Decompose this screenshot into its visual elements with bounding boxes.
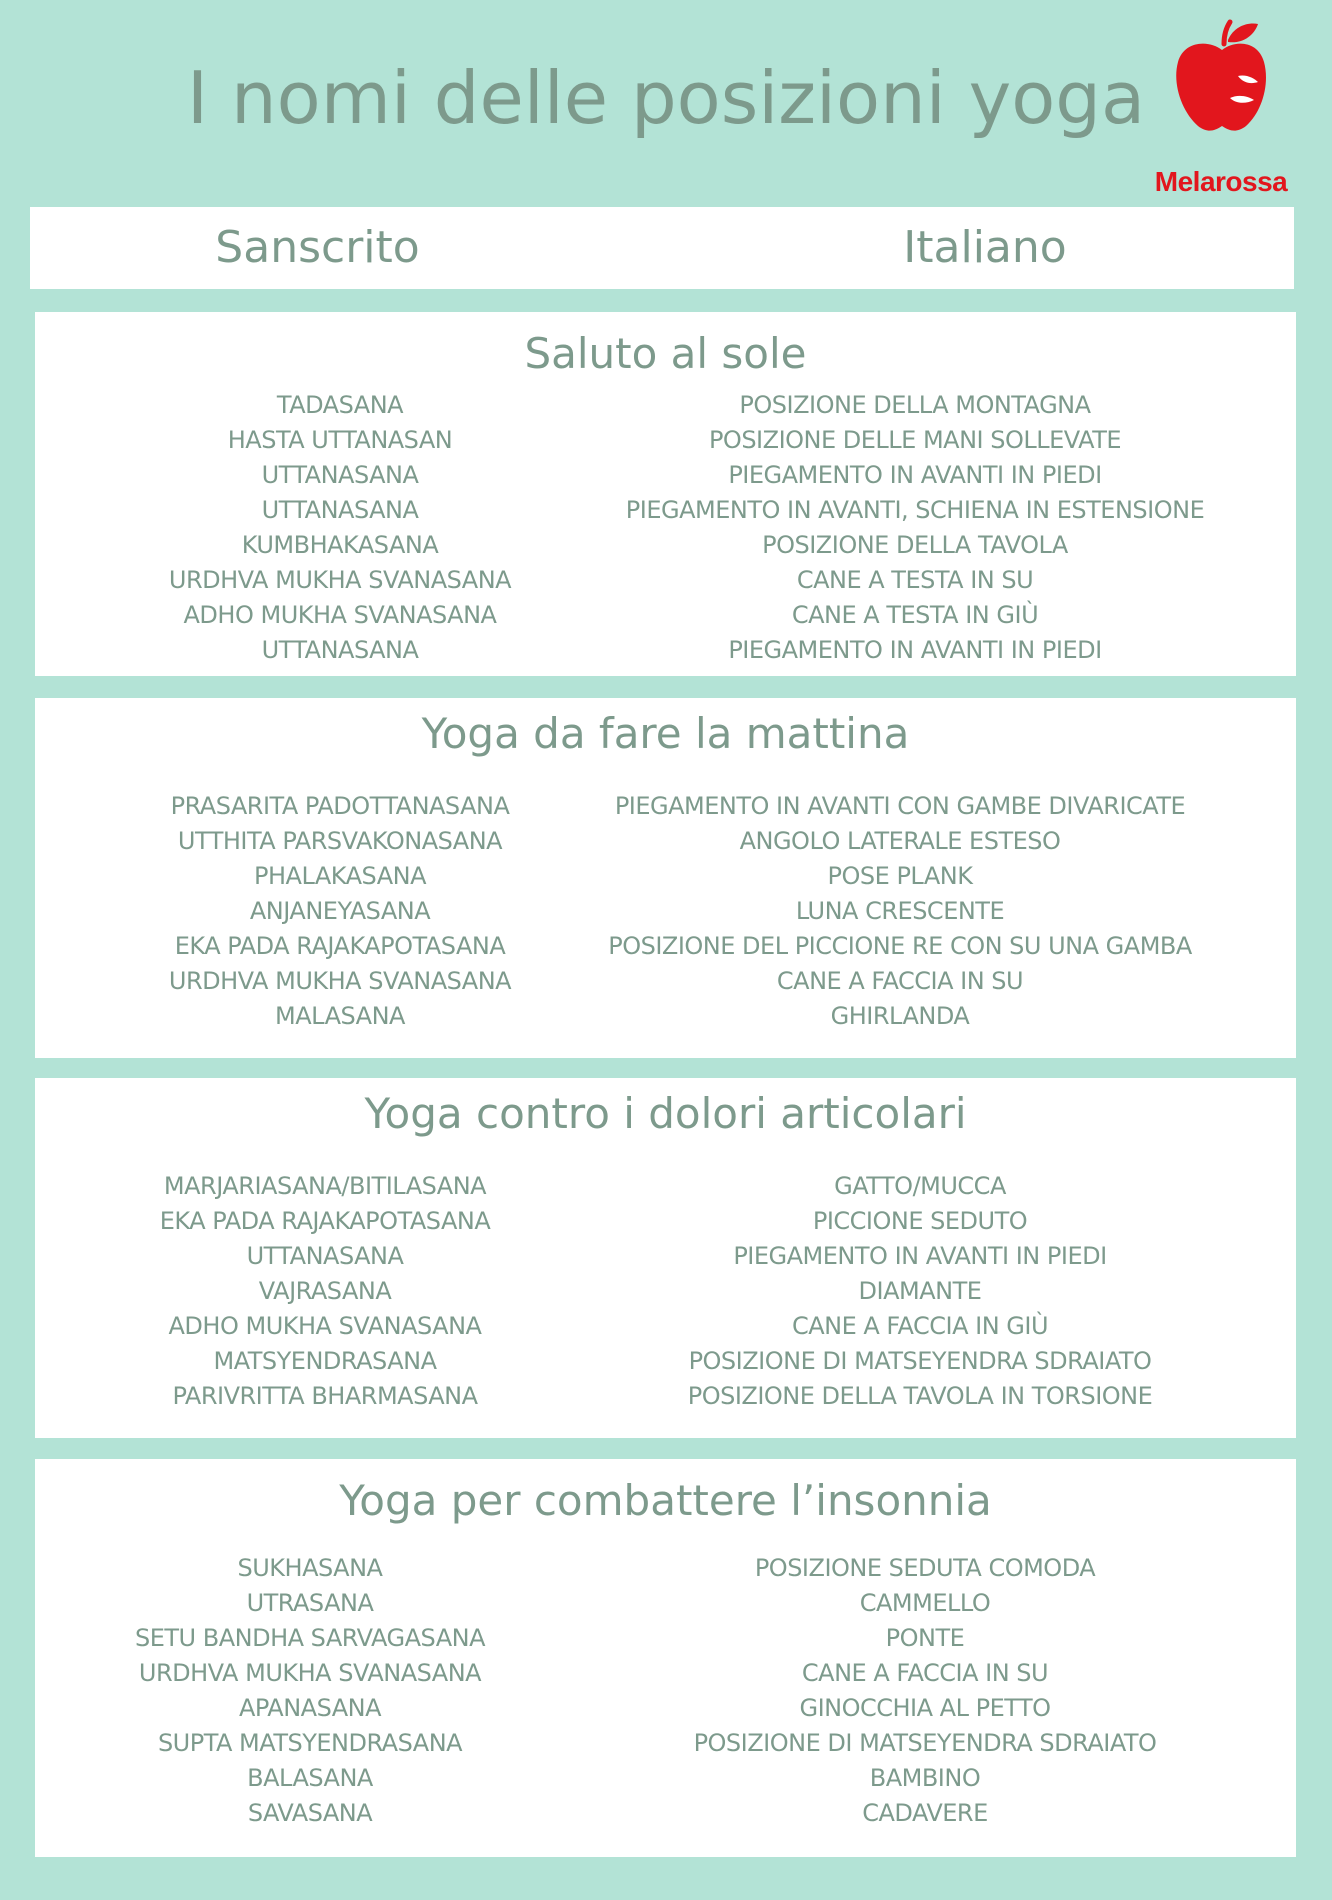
list-item: POSE PLANK	[827, 862, 973, 890]
italian-list	[565, 789, 1235, 1034]
list-item: PICCIONE SEDUTO	[812, 1207, 1028, 1235]
header-sanskrit: Sanscrito	[215, 222, 420, 273]
list-item: POSIZIONE DEL PICCIONE RE CON SU UNA GAMBA	[608, 932, 1192, 960]
list-item: PARIVRITTA BHARMASANA	[172, 1382, 478, 1410]
list-item: URDHVA MUKHA SVANASANA	[138, 1659, 482, 1687]
melarossa-logo[interactable]	[1146, 18, 1296, 197]
list-item: POSIZIONE DELLA MONTAGNA	[739, 391, 1091, 419]
section-title: Yoga contro i dolori articolari	[364, 1089, 967, 1138]
list-item: EKA PADA RAJAKAPOTASANA	[159, 1207, 491, 1235]
list-item: TADASANA	[276, 391, 404, 419]
list-item: GINOCCHIA AL PETTO	[799, 1694, 1051, 1722]
list-item: POSIZIONE DELLE MANI SOLLEVATE	[708, 426, 1122, 454]
sanskrit-list	[75, 789, 605, 1034]
list-item: SUKHASANA	[237, 1554, 383, 1582]
header-italian: Italiano	[903, 222, 1067, 273]
list-item: UTTANASANA	[246, 1242, 404, 1270]
list-item: BALASANA	[247, 1764, 373, 1792]
list-item: MATSYENDRASANA	[213, 1347, 437, 1375]
list-item: KUMBHAKASANA	[241, 531, 439, 559]
logo-text: Melarossa	[1154, 166, 1288, 197]
list-item: LUNA CRESCENTE	[795, 897, 1005, 925]
list-item: GHIRLANDA	[830, 1002, 970, 1030]
section-yoga-dolori-articolari	[35, 1078, 1296, 1438]
list-item: GATTO/MUCCA	[834, 1172, 1006, 1200]
list-item: POSIZIONE DI MATSEYENDRA SDRAIATO	[688, 1347, 1152, 1375]
sanskrit-list	[45, 1551, 575, 1831]
list-item: PIEGAMENTO IN AVANTI IN PIEDI	[728, 636, 1102, 664]
list-item: PONTE	[885, 1624, 965, 1652]
list-item: PRASARITA PADOTTANASANA	[170, 792, 510, 820]
section-title: Yoga per combattere l’insonnia	[339, 1476, 992, 1525]
list-item: PHALAKASANA	[254, 862, 426, 890]
list-item: MALASANA	[275, 1002, 405, 1030]
section-yoga-insonnia	[35, 1459, 1296, 1857]
list-item: SETU BANDHA SARVAGASANA	[135, 1624, 485, 1652]
list-item: ANJANEYASANA	[249, 897, 431, 925]
list-item: CANE A FACCIA IN SU	[776, 967, 1024, 995]
list-item: ANGOLO LATERALE ESTESO	[739, 827, 1061, 855]
list-item: HASTA UTTANASAN	[227, 426, 453, 454]
list-item: ADHO MUKHA SVANASANA	[168, 1312, 482, 1340]
list-item: POSIZIONE SEDUTA COMODA	[754, 1554, 1096, 1582]
list-item: MARJARIASANA/BITILASANA	[163, 1172, 487, 1200]
list-item: PIEGAMENTO IN AVANTI IN PIEDI	[728, 461, 1102, 489]
section-yoga-mattina	[35, 698, 1296, 1058]
section-title: Yoga da fare la mattina	[421, 709, 910, 758]
italian-list	[600, 388, 1230, 668]
list-item: URDHVA MUKHA SVANASANA	[168, 967, 512, 995]
list-item: APANASANA	[238, 1694, 382, 1722]
list-item: UTTHITA PARSVAKONASANA	[177, 827, 503, 855]
section-saluto-al-sole	[35, 312, 1296, 676]
sanskrit-list	[55, 1169, 595, 1414]
list-item: SUPTA MATSYENDRASANA	[157, 1729, 463, 1757]
italian-list	[575, 1169, 1265, 1414]
list-item: ADHO MUKHA SVANASANA	[183, 601, 497, 629]
list-item: VAJRASANA	[258, 1277, 392, 1305]
list-item: CANE A FACCIA IN GIÙ	[791, 1312, 1049, 1340]
list-item: CANE A TESTA IN GIÙ	[791, 601, 1039, 629]
list-item: URDHVA MUKHA SVANASANA	[168, 566, 512, 594]
list-item: UTTANASANA	[261, 496, 419, 524]
apple-icon	[1172, 18, 1272, 136]
list-item: BAMBINO	[869, 1764, 981, 1792]
list-item: POSIZIONE DELLA TAVOLA IN TORSIONE	[687, 1382, 1153, 1410]
list-item: UTTANASANA	[261, 636, 419, 664]
list-item: PIEGAMENTO IN AVANTI CON GAMBE DIVARICATE	[614, 792, 1186, 820]
list-item: PIEGAMENTO IN AVANTI, SCHIENA IN ESTENSIONE	[625, 496, 1205, 524]
sanskrit-list	[75, 388, 605, 668]
list-item: UTTANASANA	[261, 461, 419, 489]
list-item: EKA PADA RAJAKAPOTASANA	[174, 932, 506, 960]
column-header-bar	[30, 207, 1294, 289]
list-item: SAVASANA	[247, 1799, 373, 1827]
list-item: DIAMANTE	[858, 1277, 982, 1305]
list-item: CAMMELLO	[859, 1589, 991, 1617]
italian-list	[590, 1551, 1260, 1831]
page-title: I nomi delle posizioni yoga	[186, 56, 1146, 140]
list-item: UTRASANA	[246, 1589, 374, 1617]
list-item: CADAVERE	[862, 1799, 988, 1827]
list-item: POSIZIONE DELLA TAVOLA	[762, 531, 1068, 559]
list-item: PIEGAMENTO IN AVANTI IN PIEDI	[733, 1242, 1107, 1270]
list-item: POSIZIONE DI MATSEYENDRA SDRAIATO	[693, 1729, 1157, 1757]
list-item: CANE A TESTA IN SU	[796, 566, 1034, 594]
list-item: CANE A FACCIA IN SU	[801, 1659, 1049, 1687]
section-title: Saluto al sole	[524, 329, 807, 378]
